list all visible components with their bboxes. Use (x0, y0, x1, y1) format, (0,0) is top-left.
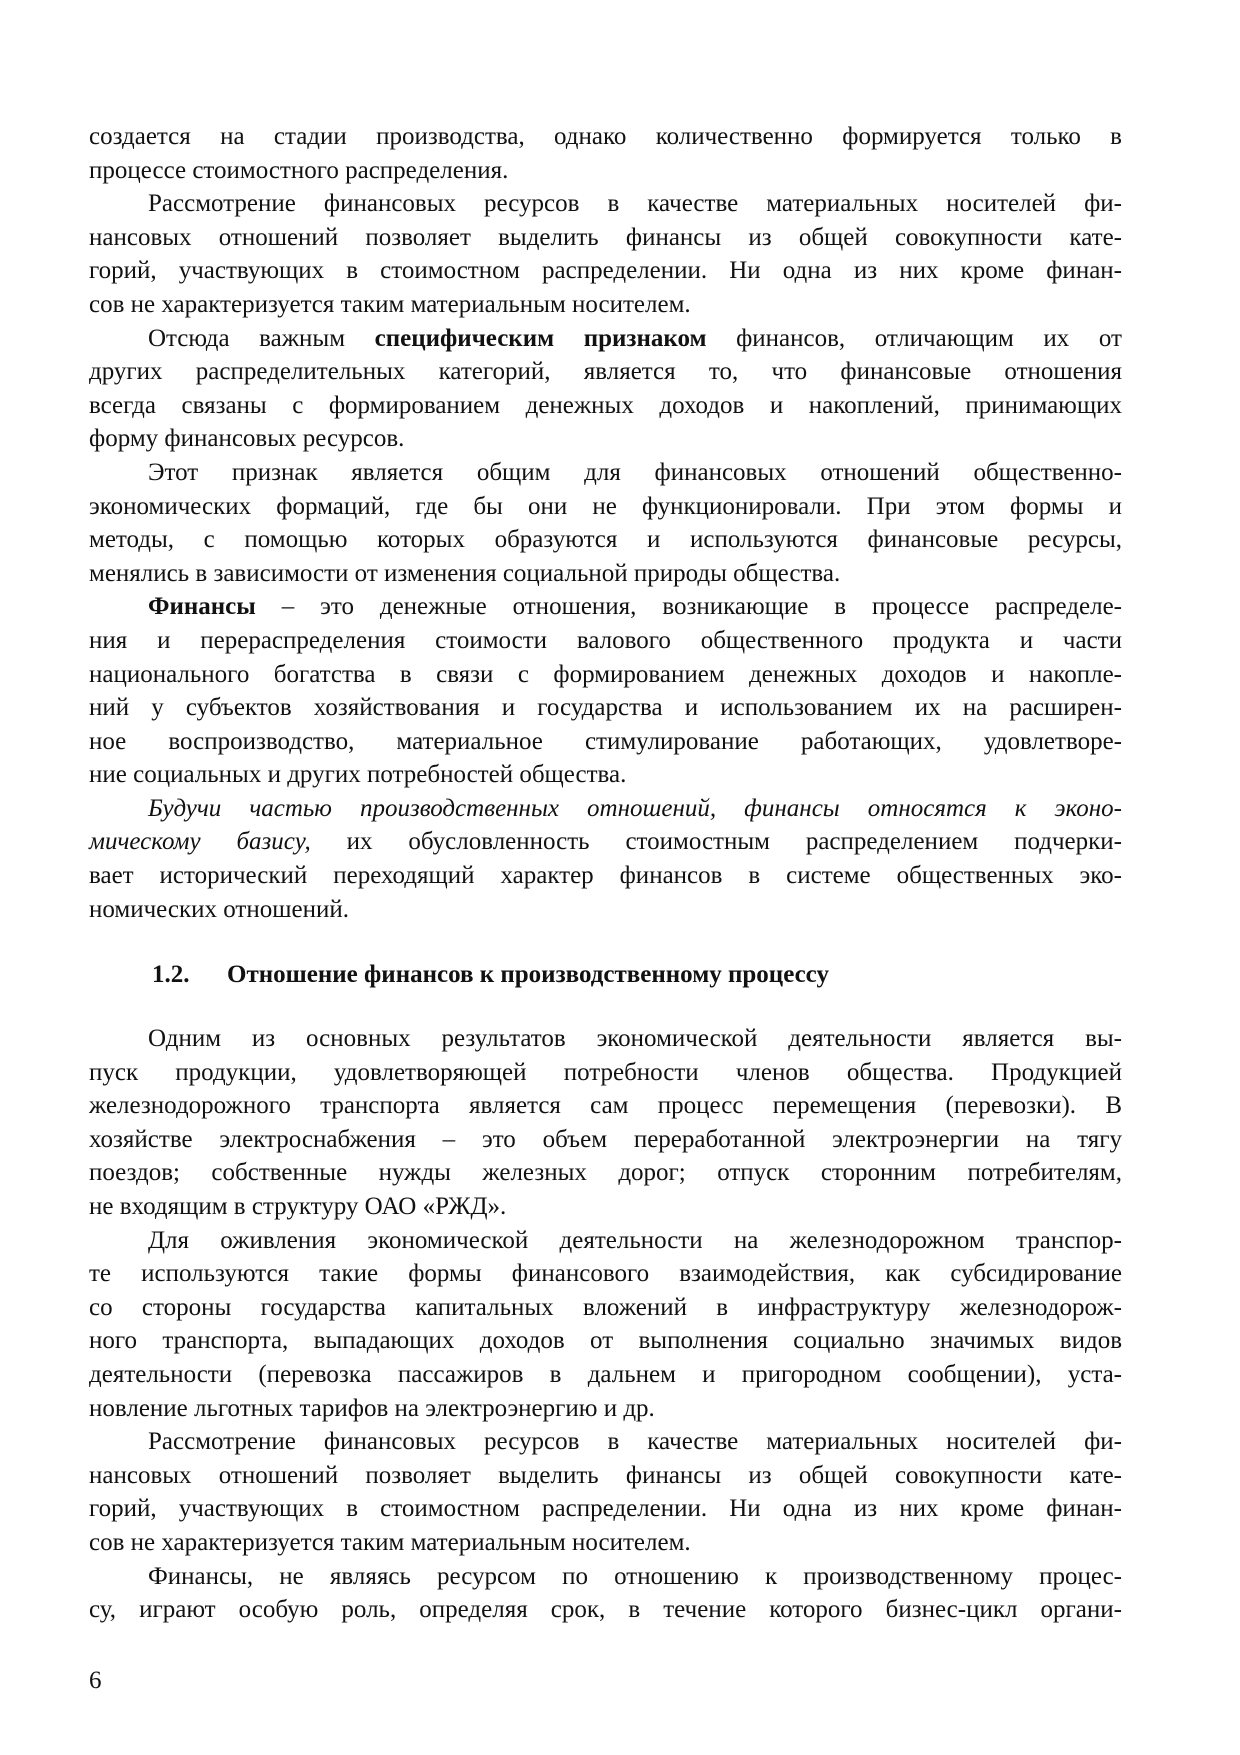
text-segment: вает исторический переходящий характер финансов в системе общественных эко- (89, 862, 1122, 890)
text-line (89, 1324, 1122, 1358)
text-segment: поездов; собственные нужды железных дорог; отпуск сторонним потребителям, (89, 1159, 1122, 1187)
section-title: Отношение финансов к производственному процессу (227, 961, 829, 988)
bold-text: специфическим признаком (374, 324, 707, 352)
bold-text: Финансы (148, 593, 256, 621)
text-segment: методы, с помощью которых образуются и используются финансовые ресурсы, (89, 526, 1122, 554)
text-line (89, 422, 1122, 456)
text-segment: сов не характеризуется таким материальным носителем. (89, 290, 691, 318)
text-line (89, 624, 1122, 658)
text-segment: Финансы, не являясь ресурсом по отношению к производственному процес- (148, 1562, 1122, 1590)
text-segment: других распределительных категорий, является то, что финансовые отношения (89, 358, 1122, 386)
text-line (89, 1425, 1122, 1459)
text-line (89, 154, 1122, 188)
text-line (89, 1123, 1122, 1157)
text-segment: экономических формаций, где бы они не функционировали. При этом формы и (89, 492, 1122, 520)
text-line (89, 658, 1122, 692)
text-segment: ний у субъектов хозяйствования и государства и использованием их на расширен- (89, 694, 1122, 722)
text-line (89, 758, 1122, 792)
text-segment: ние социальных и других потребностей общества. (89, 761, 627, 789)
section-heading (152, 958, 829, 992)
text-segment: Для оживления экономической деятельности на железнодорожном транспор- (148, 1226, 1122, 1254)
text-segment: ного транспорта, выпадающих доходов от выполнения социально значимых видов (89, 1327, 1122, 1355)
text-segment: номических отношений. (89, 895, 349, 923)
text-segment: Отсюда важным (148, 324, 375, 352)
text-segment: су, играют особую роль, определяя срок, в течение которого бизнес-цикл органи- (89, 1596, 1122, 1624)
text-line (89, 825, 1122, 859)
text-line (89, 1459, 1122, 1493)
page-number: 6 (89, 1667, 102, 1694)
text-segment: ния и перераспределения стоимости валового общественного продукта и части (89, 626, 1122, 654)
text-line (89, 288, 1122, 322)
text-segment: Одним из основных результатов экономической деятельности является вы- (148, 1025, 1122, 1052)
text-segment: их обусловленность стоимостным распределением подчерки- (310, 828, 1122, 856)
text-segment: – это денежные отношения, возникающие в процессе распределе- (255, 593, 1122, 621)
text-segment: создается на стадии производства, однако количественно формируется только в (89, 123, 1122, 150)
text-segment: всегда связаны с формированием денежных доходов и накоплений, принимающих (89, 391, 1122, 419)
text-line (89, 355, 1122, 389)
text-segment: Рассмотрение финансовых ресурсов в качестве материальных носителей фи- (148, 190, 1122, 218)
text-line (89, 254, 1122, 288)
text-segment: пуск продукции, удовлетворяющей потребности членов общества. Продукцией (89, 1058, 1122, 1086)
text-line (89, 1156, 1122, 1190)
text-line (89, 1224, 1122, 1258)
text-segment: горий, участвующих в стоимостном распределении. Ни одна из них кроме финан- (89, 1495, 1122, 1523)
text-line (89, 859, 1122, 893)
text-line (89, 1560, 1122, 1594)
text-line (89, 1257, 1122, 1291)
section-2-body-text (89, 1022, 1122, 1627)
section-number: 1.2. (152, 961, 190, 988)
text-segment: национального богатства в связи с формированием денежных доходов и накопле- (89, 660, 1122, 688)
text-line (89, 456, 1122, 490)
text-line (89, 725, 1122, 759)
text-segment: деятельности (перевозка пассажиров в дальнем и пригородном сообщении), уста- (89, 1360, 1122, 1388)
text-segment: горий, участвующих в стоимостном распределении. Ни одна из них кроме финан- (89, 257, 1122, 285)
text-line (89, 557, 1122, 591)
text-segment: нансовых отношений позволяет выделить финансы из общей совокупности кате- (89, 1461, 1122, 1489)
text-segment: сов не характеризуется таким материальным носителем. (89, 1528, 691, 1556)
text-segment: финансов, отличающим их от (706, 324, 1122, 352)
text-line (89, 221, 1122, 255)
text-segment: те используются такие формы финансового взаимодействия, как субсидирование (89, 1260, 1122, 1288)
text-segment: железнодорожного транспорта является сам процесс перемещения (перевозки). В (89, 1092, 1122, 1120)
text-segment: хозяйстве электроснабжения – это объем переработанной электроэнергии на тягу (89, 1125, 1122, 1153)
text-line (89, 893, 1122, 927)
italic-text: Будучи частью производственных отношений, финансы относятся к эконо- (148, 794, 1122, 822)
text-line (89, 1089, 1122, 1123)
text-line (89, 523, 1122, 557)
text-line (89, 1358, 1122, 1392)
text-line (89, 322, 1122, 356)
text-line (89, 1392, 1122, 1426)
text-segment: со стороны государства капитальных вложений в инфраструктуру железнодорож- (89, 1293, 1122, 1321)
section-1-body-text (89, 120, 1122, 926)
text-line (89, 590, 1122, 624)
text-line (89, 1022, 1122, 1056)
text-segment: процессе стоимостного распределения. (89, 156, 509, 184)
text-segment: менялись в зависимости от изменения социальной природы общества. (89, 559, 841, 587)
text-segment: Рассмотрение финансовых ресурсов в качестве материальных носителей фи- (148, 1428, 1122, 1456)
text-segment: ное воспроизводство, материальное стимулирование работающих, удовлетворе- (89, 727, 1122, 755)
text-segment: нансовых отношений позволяет выделить финансы из общей совокупности кате- (89, 223, 1122, 251)
text-line (89, 1190, 1122, 1224)
text-line (89, 792, 1122, 826)
text-line (89, 120, 1122, 154)
text-line (89, 389, 1122, 423)
text-line (89, 1492, 1122, 1526)
text-line (89, 1526, 1122, 1560)
text-line (89, 187, 1122, 221)
text-segment: новление льготных тарифов на электроэнергию и др. (89, 1394, 655, 1422)
text-segment: форму финансовых ресурсов. (89, 425, 405, 453)
text-line (89, 691, 1122, 725)
italic-text: мическому базису, (89, 828, 311, 856)
text-segment: Этот признак является общим для финансовых отношений общественно- (148, 458, 1122, 486)
text-line (89, 1593, 1122, 1627)
text-segment: не входящим в структуру ОАО «РЖД». (89, 1192, 507, 1220)
text-line (89, 490, 1122, 524)
text-line (89, 1056, 1122, 1090)
text-line (89, 1291, 1122, 1325)
